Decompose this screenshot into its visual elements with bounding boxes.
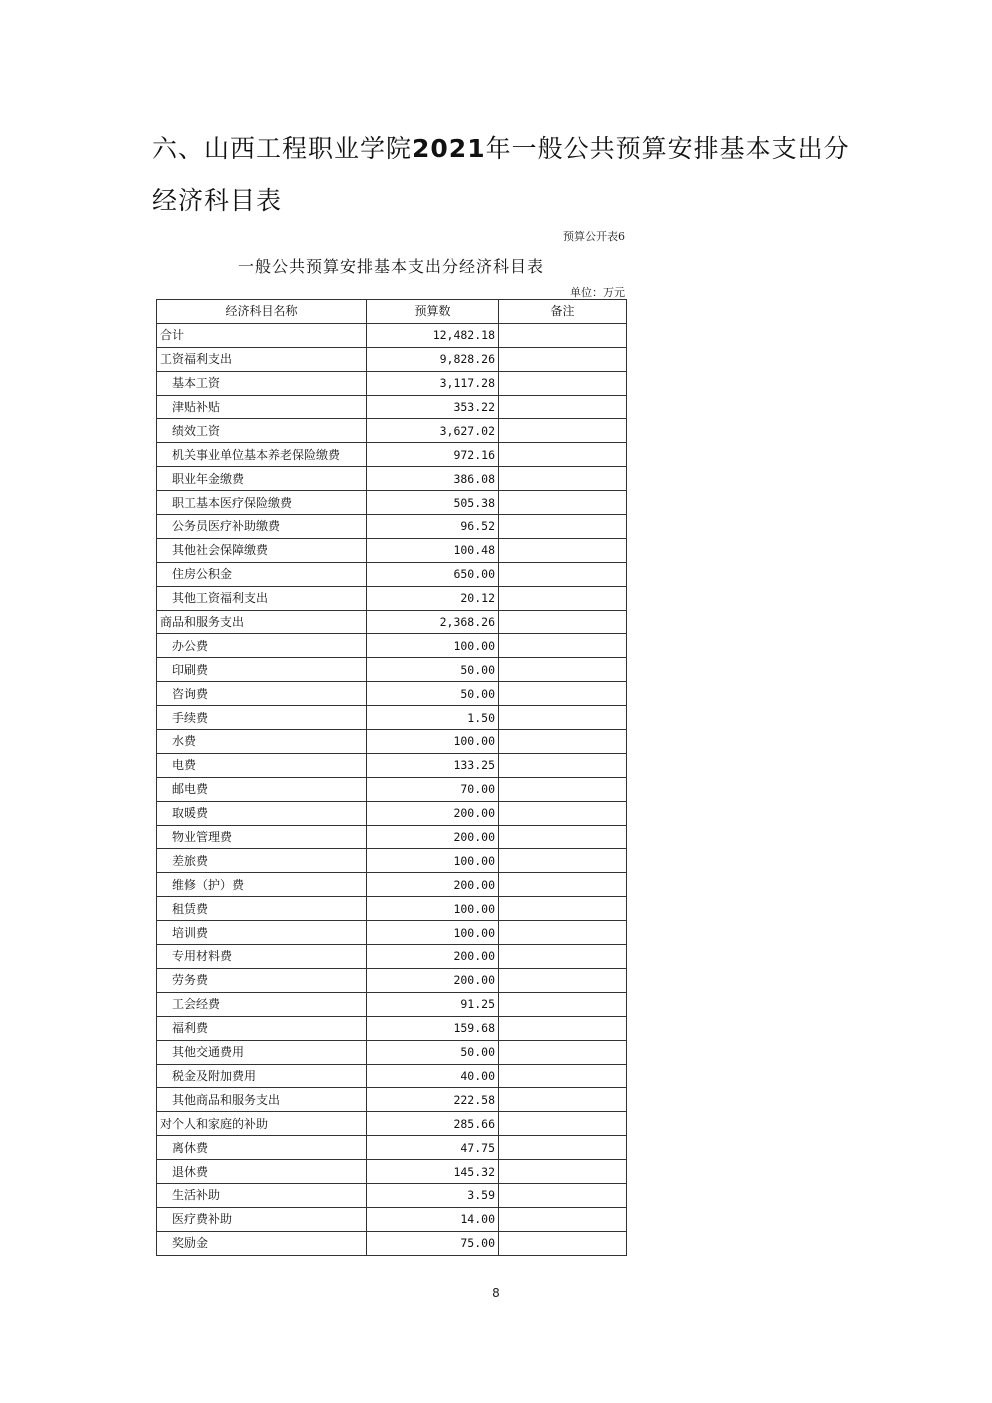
table-row — [157, 395, 627, 419]
row-value: 159.68 — [367, 1016, 499, 1040]
table-row — [157, 825, 627, 849]
table-row — [157, 562, 627, 586]
column-header-budget: 预算数 — [367, 300, 499, 324]
row-name: 专用材料费 — [157, 945, 367, 969]
row-name: 基本工资 — [157, 371, 367, 395]
row-name: 培训费 — [157, 921, 367, 945]
table-row — [157, 1136, 627, 1160]
table-row — [157, 347, 627, 371]
table-row — [157, 777, 627, 801]
row-name: 津贴补贴 — [157, 395, 367, 419]
row-remark — [499, 873, 627, 897]
row-name: 其他交通费用 — [157, 1040, 367, 1064]
row-value: 222.58 — [367, 1088, 499, 1112]
heading-suffix: 年一般公共预算安排基本支出分经济科目表 — [152, 134, 850, 215]
unit-label: 单位：万元 — [570, 286, 625, 299]
table-row — [157, 1231, 627, 1255]
table-header-row — [157, 300, 627, 324]
row-value: 91.25 — [367, 992, 499, 1016]
row-name: 办公费 — [157, 634, 367, 658]
row-remark — [499, 753, 627, 777]
row-name: 对个人和家庭的补助 — [157, 1112, 367, 1136]
table-row — [157, 371, 627, 395]
column-header-remark: 备注 — [499, 300, 627, 324]
row-value: 285.66 — [367, 1112, 499, 1136]
table-row — [157, 634, 627, 658]
table-row — [157, 658, 627, 682]
table-row — [157, 873, 627, 897]
row-name: 住房公积金 — [157, 562, 367, 586]
table-row — [157, 491, 627, 515]
row-remark — [499, 1016, 627, 1040]
row-remark — [499, 1183, 627, 1207]
table-row — [157, 1016, 627, 1040]
row-remark — [499, 347, 627, 371]
row-name: 税金及附加费用 — [157, 1064, 367, 1088]
row-remark — [499, 777, 627, 801]
row-name: 公务员医疗补助缴费 — [157, 515, 367, 539]
row-name: 合计 — [157, 323, 367, 347]
row-value: 2,368.26 — [367, 610, 499, 634]
table-row — [157, 945, 627, 969]
row-remark — [499, 921, 627, 945]
row-value: 100.48 — [367, 538, 499, 562]
row-remark — [499, 562, 627, 586]
row-name: 邮电费 — [157, 777, 367, 801]
row-value: 100.00 — [367, 921, 499, 945]
row-value: 12,482.18 — [367, 323, 499, 347]
row-value: 505.38 — [367, 491, 499, 515]
row-value: 100.00 — [367, 849, 499, 873]
row-value: 3,117.28 — [367, 371, 499, 395]
column-header-name: 经济科目名称 — [157, 300, 367, 324]
table-row — [157, 968, 627, 992]
table-row — [157, 730, 627, 754]
row-remark — [499, 443, 627, 467]
row-remark — [499, 897, 627, 921]
row-value: 145.32 — [367, 1160, 499, 1184]
table-row — [157, 538, 627, 562]
row-name: 退休费 — [157, 1160, 367, 1184]
row-remark — [499, 634, 627, 658]
row-remark — [499, 1160, 627, 1184]
row-remark — [499, 538, 627, 562]
heading-year: 2021 — [412, 134, 486, 163]
table-row — [157, 586, 627, 610]
page-number: 8 — [492, 1286, 500, 1300]
row-remark — [499, 1040, 627, 1064]
table-row — [157, 515, 627, 539]
row-remark — [499, 491, 627, 515]
row-name: 工会经费 — [157, 992, 367, 1016]
row-name: 水费 — [157, 730, 367, 754]
row-name: 印刷费 — [157, 658, 367, 682]
row-remark — [499, 371, 627, 395]
row-name: 劳务费 — [157, 968, 367, 992]
row-name: 医疗费补助 — [157, 1207, 367, 1231]
row-name: 福利费 — [157, 1016, 367, 1040]
table-row — [157, 682, 627, 706]
row-remark — [499, 968, 627, 992]
row-value: 386.08 — [367, 467, 499, 491]
table-number: 预算公开表6 — [563, 230, 625, 243]
table-row — [157, 419, 627, 443]
row-remark — [499, 801, 627, 825]
row-name: 电费 — [157, 753, 367, 777]
row-remark — [499, 706, 627, 730]
table-row — [157, 1112, 627, 1136]
row-value: 40.00 — [367, 1064, 499, 1088]
budget-table — [156, 299, 627, 1256]
row-remark — [499, 945, 627, 969]
table-row — [157, 1064, 627, 1088]
row-value: 50.00 — [367, 1040, 499, 1064]
table-title: 一般公共预算安排基本支出分经济科目表 — [237, 257, 544, 276]
table-row — [157, 706, 627, 730]
row-value: 50.00 — [367, 682, 499, 706]
row-name: 手续费 — [157, 706, 367, 730]
row-value: 9,828.26 — [367, 347, 499, 371]
row-value: 200.00 — [367, 968, 499, 992]
row-name: 商品和服务支出 — [157, 610, 367, 634]
row-remark — [499, 467, 627, 491]
row-remark — [499, 1207, 627, 1231]
heading-prefix: 六、山西工程职业学院 — [152, 134, 413, 163]
row-name: 离休费 — [157, 1136, 367, 1160]
row-value: 353.22 — [367, 395, 499, 419]
row-value: 75.00 — [367, 1231, 499, 1255]
table-row — [157, 1207, 627, 1231]
row-name: 生活补助 — [157, 1183, 367, 1207]
table-row — [157, 443, 627, 467]
row-value: 200.00 — [367, 825, 499, 849]
row-value: 96.52 — [367, 515, 499, 539]
row-remark — [499, 730, 627, 754]
row-value: 100.00 — [367, 634, 499, 658]
row-remark — [499, 682, 627, 706]
row-value: 100.00 — [367, 897, 499, 921]
row-name: 机关事业单位基本养老保险缴费 — [157, 443, 367, 467]
section-heading — [152, 123, 872, 227]
table-row — [157, 1088, 627, 1112]
row-value: 200.00 — [367, 873, 499, 897]
row-remark — [499, 515, 627, 539]
row-remark — [499, 849, 627, 873]
row-name: 职工基本医疗保险缴费 — [157, 491, 367, 515]
row-name: 其他社会保障缴费 — [157, 538, 367, 562]
table-row — [157, 897, 627, 921]
row-remark — [499, 1064, 627, 1088]
row-value: 100.00 — [367, 730, 499, 754]
row-remark — [499, 1088, 627, 1112]
row-remark — [499, 323, 627, 347]
row-remark — [499, 992, 627, 1016]
row-remark — [499, 610, 627, 634]
row-remark — [499, 1112, 627, 1136]
row-name: 奖励金 — [157, 1231, 367, 1255]
table-row — [157, 801, 627, 825]
row-name: 取暖费 — [157, 801, 367, 825]
row-name: 绩效工资 — [157, 419, 367, 443]
row-name: 其他商品和服务支出 — [157, 1088, 367, 1112]
table-row — [157, 1160, 627, 1184]
row-value: 20.12 — [367, 586, 499, 610]
row-remark — [499, 1136, 627, 1160]
row-name: 其他工资福利支出 — [157, 586, 367, 610]
table-row — [157, 1040, 627, 1064]
row-name: 工资福利支出 — [157, 347, 367, 371]
row-value: 200.00 — [367, 801, 499, 825]
row-value: 3,627.02 — [367, 419, 499, 443]
row-value: 972.16 — [367, 443, 499, 467]
row-value: 200.00 — [367, 945, 499, 969]
row-value: 3.59 — [367, 1183, 499, 1207]
row-remark — [499, 586, 627, 610]
row-remark — [499, 658, 627, 682]
table-row — [157, 849, 627, 873]
row-value: 650.00 — [367, 562, 499, 586]
row-value: 50.00 — [367, 658, 499, 682]
table-row — [157, 610, 627, 634]
table-row — [157, 467, 627, 491]
row-name: 维修（护）费 — [157, 873, 367, 897]
row-name: 咨询费 — [157, 682, 367, 706]
table-row — [157, 753, 627, 777]
row-name: 差旅费 — [157, 849, 367, 873]
row-value: 70.00 — [367, 777, 499, 801]
table-row — [157, 921, 627, 945]
row-name: 物业管理费 — [157, 825, 367, 849]
table-row — [157, 992, 627, 1016]
row-value: 133.25 — [367, 753, 499, 777]
row-value: 47.75 — [367, 1136, 499, 1160]
row-remark — [499, 419, 627, 443]
row-value: 1.50 — [367, 706, 499, 730]
row-value: 14.00 — [367, 1207, 499, 1231]
row-name: 职业年金缴费 — [157, 467, 367, 491]
table-row — [157, 323, 627, 347]
row-remark — [499, 825, 627, 849]
row-remark — [499, 395, 627, 419]
row-name: 租赁费 — [157, 897, 367, 921]
table-row — [157, 1183, 627, 1207]
table-body — [157, 323, 627, 1255]
row-remark — [499, 1231, 627, 1255]
